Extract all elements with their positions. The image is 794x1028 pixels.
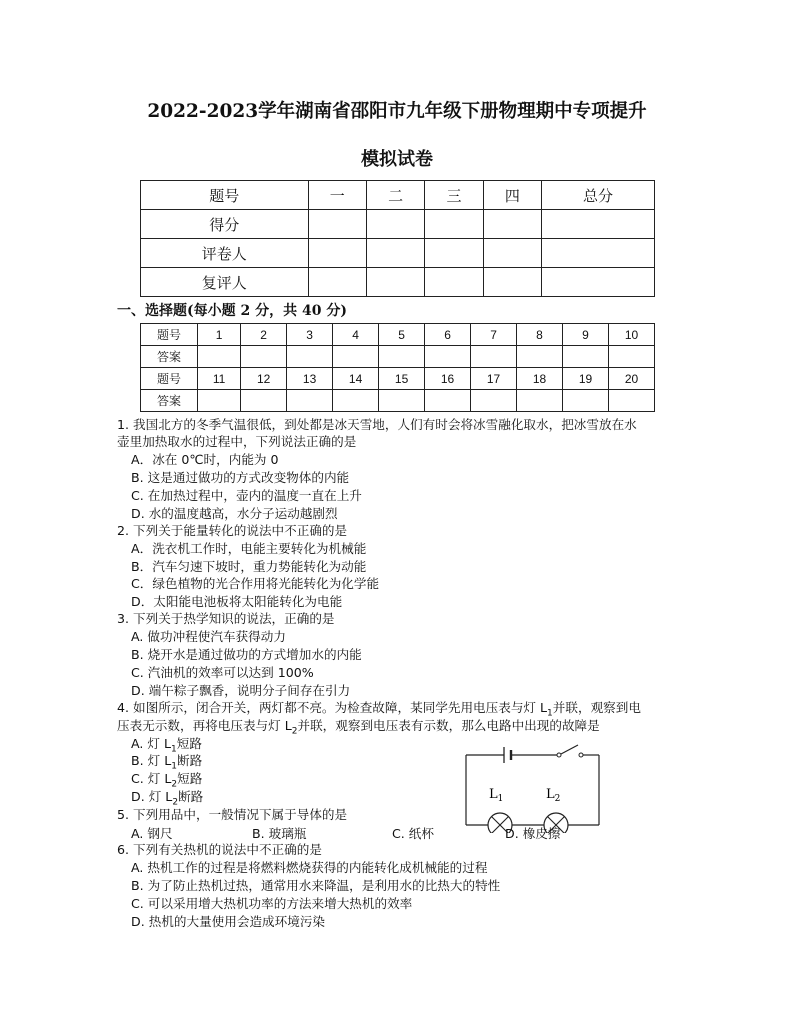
score-header-cell: 题号: [141, 181, 309, 210]
score-cell[interactable]: [542, 268, 655, 297]
lamp-subscript: 2: [554, 794, 561, 804]
answer-grid: [140, 323, 655, 412]
score-cell[interactable]: [542, 239, 655, 268]
question-5-option-d: D. 橡皮擦: [505, 826, 561, 841]
subscript: 1: [171, 761, 177, 772]
question-6-option-b: B. 为了防止热机过热，通常用水来降温，是利用水的比热大的特性: [131, 878, 501, 893]
question-2-option-d: D．太阳能电池板将太阳能转化为电能: [131, 594, 343, 609]
score-header-cell: 二: [366, 181, 424, 210]
score-table: [140, 180, 655, 297]
question-1-option-b: B. 这是通过做功的方式改变物体的内能: [131, 470, 350, 485]
answer-cell[interactable]: [563, 390, 609, 412]
score-cell[interactable]: [308, 239, 366, 268]
question-5-option-b: B. 玻璃瓶: [252, 826, 307, 841]
score-cell[interactable]: [483, 239, 541, 268]
question-1-option-c: C. 在加热过程中，壶内的温度一直在上升: [131, 488, 362, 503]
question-number: 15: [379, 368, 425, 390]
question-number: 13: [287, 368, 333, 390]
question-number: 2: [241, 324, 287, 346]
circuit-diagram: [460, 735, 605, 833]
section-heading: 一、选择题(每小题 2 分，共 40 分): [117, 303, 347, 319]
question-number: 17: [471, 368, 517, 390]
q4-text: 并联，观察到电压表有示数，那么电路中出现的故障是: [297, 718, 600, 733]
question-2-option-a: A．洗衣机工作时，电能主要转化为机械能: [131, 541, 367, 556]
question-1-option-d: D. 水的温度越高，水分子运动越剧烈: [131, 506, 338, 521]
score-cell[interactable]: [425, 268, 483, 297]
score-cell[interactable]: [483, 210, 541, 239]
question-5-option-c: C. 纸杯: [392, 826, 434, 841]
subscript: 1: [171, 744, 177, 755]
score-cell[interactable]: [542, 210, 655, 239]
answer-cell[interactable]: [379, 390, 425, 412]
score-header-row: [141, 181, 655, 210]
question-number: 1: [198, 324, 241, 346]
answer-cell[interactable]: [287, 346, 333, 368]
question-3-stem: 3. 下列关于热学知识的说法，正确的是: [117, 611, 335, 626]
answer-cell[interactable]: [333, 346, 379, 368]
question-number: 9: [563, 324, 609, 346]
opt-text: D. 灯 L: [131, 789, 173, 804]
question-3-option-d: D. 端午粽子飘香，说明分子间存在引力: [131, 683, 351, 698]
question-number: 8: [517, 324, 563, 346]
answer-row: [141, 390, 655, 412]
opt-text: 短路: [176, 736, 202, 751]
score-row: [141, 239, 655, 268]
score-cell[interactable]: [366, 210, 424, 239]
question-number: 16: [425, 368, 471, 390]
lamp-l1-label: [489, 787, 503, 804]
opt-text: C. 灯 L: [131, 771, 172, 786]
score-cell[interactable]: [308, 210, 366, 239]
question-5-option-a: A. 钢尺: [131, 826, 173, 841]
question-number: 12: [241, 368, 287, 390]
score-row-label: 得分: [141, 210, 309, 239]
score-row: [141, 210, 655, 239]
switch-contact: [579, 753, 583, 757]
score-cell[interactable]: [308, 268, 366, 297]
answer-row: [141, 346, 655, 368]
lamp-letter: L: [546, 787, 555, 802]
q4-text: 并联，观察到电: [552, 700, 641, 715]
answer-number-row: [141, 324, 655, 346]
answer-cell[interactable]: [517, 346, 563, 368]
question-number: 4: [333, 324, 379, 346]
answer-number-label: 题号: [141, 324, 198, 346]
answer-cell[interactable]: [198, 390, 241, 412]
answer-number-row: [141, 368, 655, 390]
subscript: 1: [547, 708, 553, 719]
opt-text: 断路: [177, 753, 203, 768]
answer-cell[interactable]: [241, 346, 287, 368]
score-cell[interactable]: [483, 268, 541, 297]
subscript: 2: [172, 797, 179, 808]
question-1-option-a: A．冰在 0℃时，内能为 0: [131, 452, 279, 467]
question-2-option-c: C．绿色植物的光合作用将光能转化为化学能: [131, 576, 380, 591]
question-number: 10: [609, 324, 655, 346]
lamp-l2-label: [546, 787, 560, 804]
question-number: 7: [471, 324, 517, 346]
answer-number-label: 题号: [141, 368, 198, 390]
question-2-option-b: B．汽车匀速下坡时，重力势能转化为动能: [131, 559, 367, 574]
answer-cell[interactable]: [471, 390, 517, 412]
question-6-option-a: A. 热机工作的过程是将燃料燃烧获得的内能转化成机械能的过程: [131, 860, 488, 875]
switch-blade[interactable]: [561, 745, 578, 754]
score-header-cell: 四: [483, 181, 541, 210]
answer-label: 答案: [141, 390, 198, 412]
answer-cell[interactable]: [471, 346, 517, 368]
answer-cell[interactable]: [287, 390, 333, 412]
question-number: 14: [333, 368, 379, 390]
question-5-stem: 5. 下列用品中，一般情况下属于导体的是: [117, 807, 348, 822]
opt-text: 断路: [178, 789, 204, 804]
opt-text: A. 灯 L: [131, 736, 172, 751]
score-row-label: 复评人: [141, 268, 309, 297]
answer-cell[interactable]: [517, 390, 563, 412]
q4-text: 压表无示数，再将电压表与灯 L: [117, 718, 292, 733]
question-6-stem: 6. 下列有关热机的说法中不正确的是: [117, 842, 322, 857]
score-cell[interactable]: [425, 210, 483, 239]
score-cell[interactable]: [425, 239, 483, 268]
q4-text: 4. 如图所示，闭合开关，两灯都不亮。为检查故障，某同学先用电压表与灯 L: [117, 700, 548, 715]
opt-text: B. 灯 L: [131, 753, 172, 768]
answer-cell[interactable]: [425, 346, 471, 368]
question-3-option-c: C. 汽油机的效率可以达到 100%: [131, 665, 314, 680]
score-header-cell: 总分: [542, 181, 655, 210]
answer-cell[interactable]: [425, 390, 471, 412]
answer-cell[interactable]: [563, 346, 609, 368]
question-number: 20: [609, 368, 655, 390]
score-header-cell: 一: [308, 181, 366, 210]
score-cell[interactable]: [366, 268, 424, 297]
score-row: [141, 268, 655, 297]
page-title: 2022-2023学年湖南省邵阳市九年级下册物理期中专项提升: [147, 101, 647, 122]
question-1-stem: 1. 我国北方的冬季气温很低，到处都是冰天雪地，人们有时会将冰雪融化取水，把冰雪放在水: [117, 417, 637, 432]
score-header-cell: 三: [425, 181, 483, 210]
answer-cell[interactable]: [609, 390, 655, 412]
answer-cell[interactable]: [609, 346, 655, 368]
subscript: 2: [171, 779, 178, 790]
question-number: 6: [425, 324, 471, 346]
page-subtitle: 模拟试卷: [361, 149, 433, 170]
score-row-label: 评卷人: [141, 239, 309, 268]
lamp-letter: L: [489, 787, 498, 802]
question-number: 5: [379, 324, 425, 346]
question-number: 3: [287, 324, 333, 346]
answer-cell[interactable]: [379, 346, 425, 368]
answer-cell[interactable]: [241, 390, 287, 412]
question-2-stem: 2. 下列关于能量转化的说法中不正确的是: [117, 523, 348, 538]
lamp-subscript: 1: [497, 794, 504, 804]
opt-text: 短路: [177, 771, 203, 786]
question-number: 11: [198, 368, 241, 390]
question-number: 19: [563, 368, 609, 390]
question-number: 18: [517, 368, 563, 390]
question-3-option-b: B. 烧开水是通过做功的方式增加水的内能: [131, 647, 362, 662]
score-cell[interactable]: [366, 239, 424, 268]
question-6-option-d: D. 热机的大量使用会造成环境污染: [131, 914, 326, 929]
question-3-option-a: A. 做功冲程使汽车获得动力: [131, 629, 286, 644]
subscript: 2: [291, 726, 298, 737]
question-6-option-c: C. 可以采用增大热机功率的方法来增大热机的效率: [131, 896, 413, 911]
answer-cell[interactable]: [333, 390, 379, 412]
answer-cell[interactable]: [198, 346, 241, 368]
question-1-stem-cont: 壶里加热取水的过程中，下列说法正确的是: [117, 434, 357, 449]
switch-contact: [557, 753, 561, 757]
answer-label: 答案: [141, 346, 198, 368]
